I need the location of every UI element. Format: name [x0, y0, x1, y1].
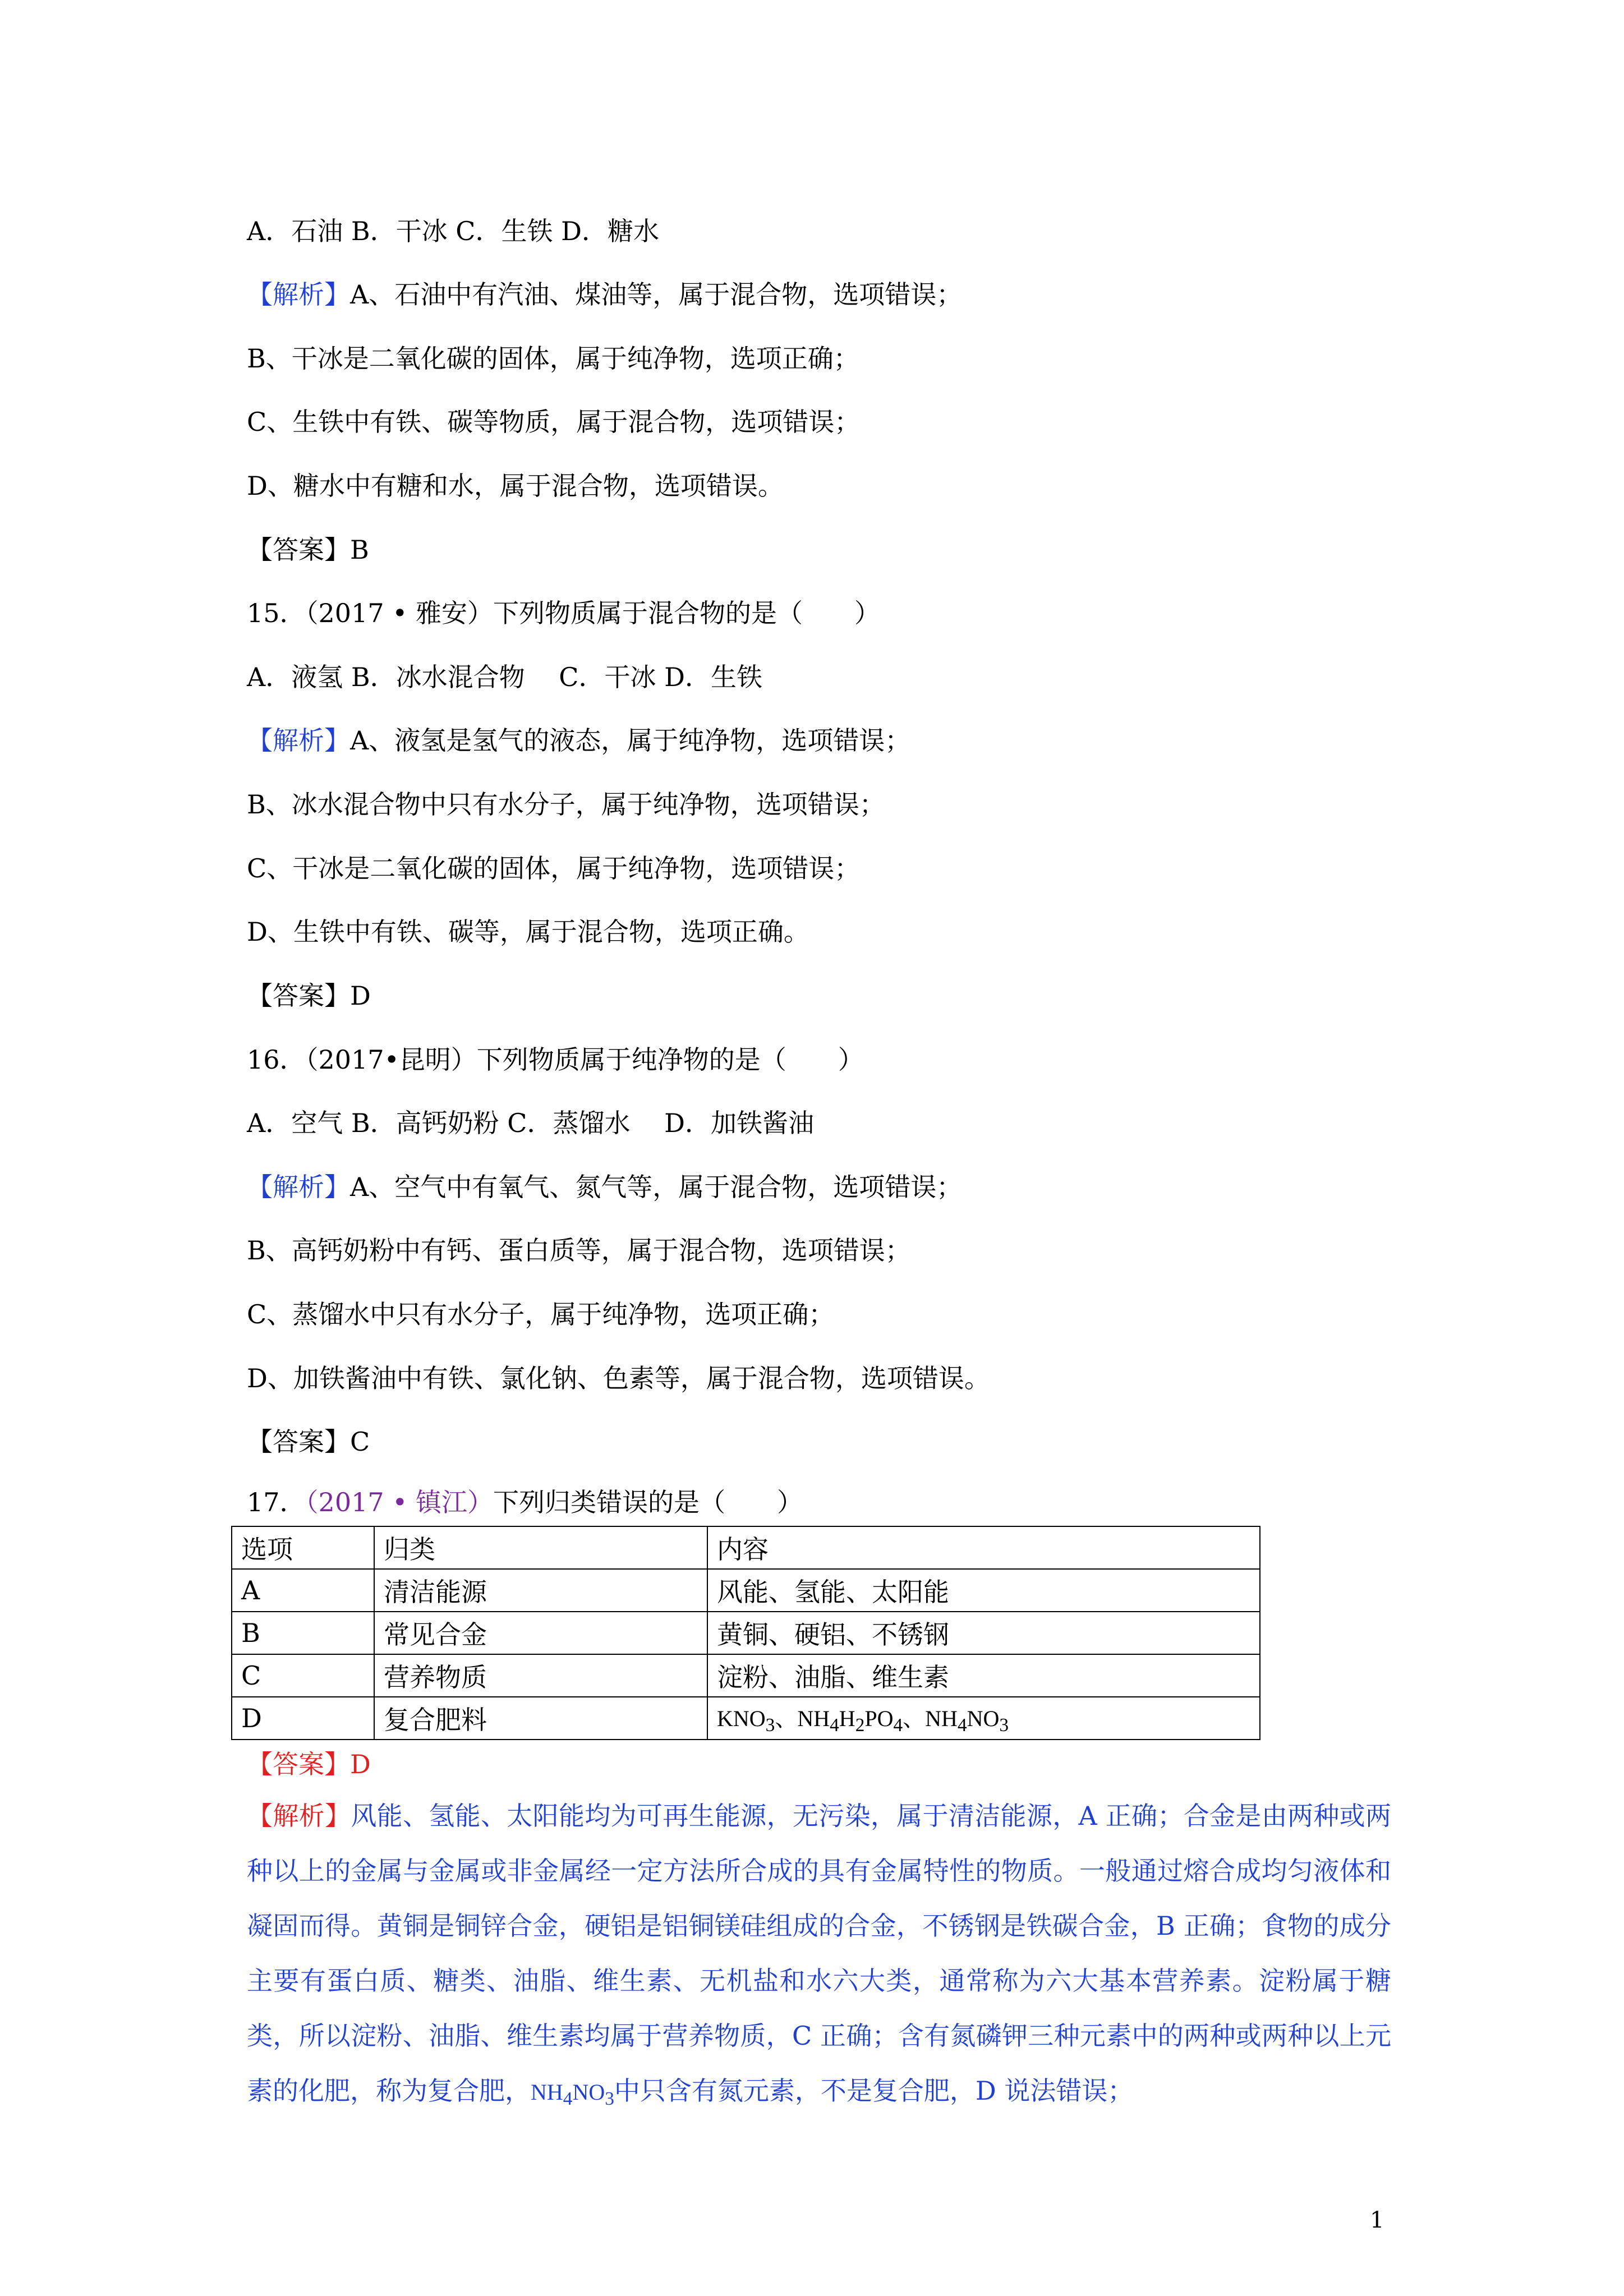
- table-row: [232, 1569, 1260, 1612]
- q16-analysis-line-1: 【解析】A、空气中有氧气、氮气等，属于混合物，选项错误；: [247, 1172, 963, 1202]
- table-cell-formula: $KNO_3$、$NH_4H_2PO_4$、$NH_4NO_3$: [707, 1697, 1260, 1740]
- q15-options: A．液氢 B．冰水混合物 C．干冰 D．生铁: [247, 662, 762, 692]
- analysis-formula: $NH_4NO_3$: [531, 2079, 614, 2109]
- table-cell: 清洁能源: [374, 1569, 707, 1612]
- analysis-text-1: 风能、氢能、太阳能均为可再生能源，无污染，属于清洁能源，A 正确；合金是由两种或两种以上的金属与金属或非金属经一定方法所合成的具有金属特性的物质。一般通过熔合成均匀液体和凝固而得。黄铜是铜锌合金，硬铝是铝铜镁硅组成的合金，不锈钢是铁碳合金，B 正确；食物的成分主要有蛋白质、糖类、油脂、维生素、无机盐和水六大类，通常称为六大基本营养素。淀粉属于糖类，所以淀粉、油脂、维生素均属于营养物质，C 正确；含有氮磷钾三种元素中的两种或两种以上元素的化肥，称为复合肥，: [247, 1801, 1392, 2106]
- analysis-tag: 【解析】: [247, 1801, 351, 1831]
- table-cell: 淀粉、油脂、维生素: [707, 1654, 1260, 1697]
- q15-analysis-line-3: C、干冰是二氧化碳的固体，属于纯净物，选项错误；: [247, 853, 861, 884]
- table-cell: 营养物质: [374, 1654, 707, 1697]
- table-cell: 常见合金: [374, 1612, 707, 1654]
- q15-answer: 【答案】D: [247, 981, 371, 1011]
- analysis-tag: 【解析】: [247, 279, 350, 310]
- q17-analysis: [247, 1788, 1391, 2127]
- table-header-cell: 内容: [707, 1526, 1260, 1569]
- q17-answer: 【答案】D: [247, 1749, 371, 1779]
- q16-answer: 【答案】C: [247, 1427, 370, 1457]
- q14-analysis-line-3: C、生铁中有铁、碳等物质，属于混合物，选项错误；: [247, 407, 861, 437]
- q15-analysis-line-4: D、生铁中有铁、碳等，属于混合物，选项正确。: [247, 917, 809, 947]
- table-cell: A: [232, 1569, 374, 1612]
- q16-analysis-line-2: B、高钙奶粉中有钙、蛋白质等，属于混合物，选项错误；: [247, 1235, 911, 1266]
- q14-analysis-line-1: 【解析】A、石油中有汽油、煤油等，属于混合物，选项错误；: [247, 279, 963, 310]
- q15-question: 15．（2017 • 雅安）下列物质属于混合物的是（ ）: [247, 598, 880, 628]
- q16-question: 16．（2017•昆明）下列物质属于纯净物的是（ ）: [247, 1045, 864, 1075]
- q14-answer: 【答案】B: [247, 535, 369, 565]
- q17-table: [231, 1526, 1260, 1740]
- q15-analysis-line-1: 【解析】A、液氢是氢气的液态，属于纯净物，选项错误；: [247, 725, 911, 756]
- analysis-text-2: 中只含有氮元素，不是复合肥，D 说法错误；: [614, 2076, 1134, 2106]
- table-row: [232, 1697, 1260, 1740]
- q14-analysis-line-4: D、糖水中有糖和水，属于混合物，选项错误。: [247, 471, 784, 501]
- q16-analysis-line-4: D、加铁酱油中有铁、氯化钠、色素等，属于混合物，选项错误。: [247, 1363, 990, 1393]
- table-row: [232, 1654, 1260, 1697]
- table-header-cell: 归类: [374, 1526, 707, 1569]
- table-cell: 风能、氢能、太阳能: [707, 1569, 1260, 1612]
- table-cell: 黄铜、硬铝、不锈钢: [707, 1612, 1260, 1654]
- q17-source: （2017 • 镇江）: [305, 1487, 493, 1517]
- table-row: [232, 1612, 1260, 1654]
- q16-analysis-line-3: C、蒸馏水中只有水分子，属于纯净物，选项正确；: [247, 1299, 835, 1329]
- table-cell: C: [232, 1654, 374, 1697]
- q14-analysis-line-2: B、干冰是二氧化碳的固体，属于纯净物，选项正确；: [247, 343, 859, 374]
- q17-question: 17．（2017 • 镇江）下列归类错误的是（ ）: [247, 1487, 803, 1517]
- q16-options: A．空气 B．高钙奶粉 C．蒸馏水 D．加铁酱油: [247, 1108, 814, 1138]
- table-header-row: [232, 1526, 1260, 1569]
- analysis-tag: 【解析】: [247, 725, 350, 756]
- table-header-cell: 选项: [232, 1526, 374, 1569]
- table-cell: B: [232, 1612, 374, 1654]
- q15-analysis-line-2: B、冰水混合物中只有水分子，属于纯净物，选项错误；: [247, 789, 885, 820]
- q14-options: A．石油 B．干冰 C．生铁 D．糖水: [247, 216, 659, 246]
- page-number: 1: [1370, 2207, 1384, 2233]
- table-cell: 复合肥料: [374, 1697, 707, 1740]
- table-cell: D: [232, 1697, 374, 1740]
- analysis-tag: 【解析】: [247, 1172, 350, 1202]
